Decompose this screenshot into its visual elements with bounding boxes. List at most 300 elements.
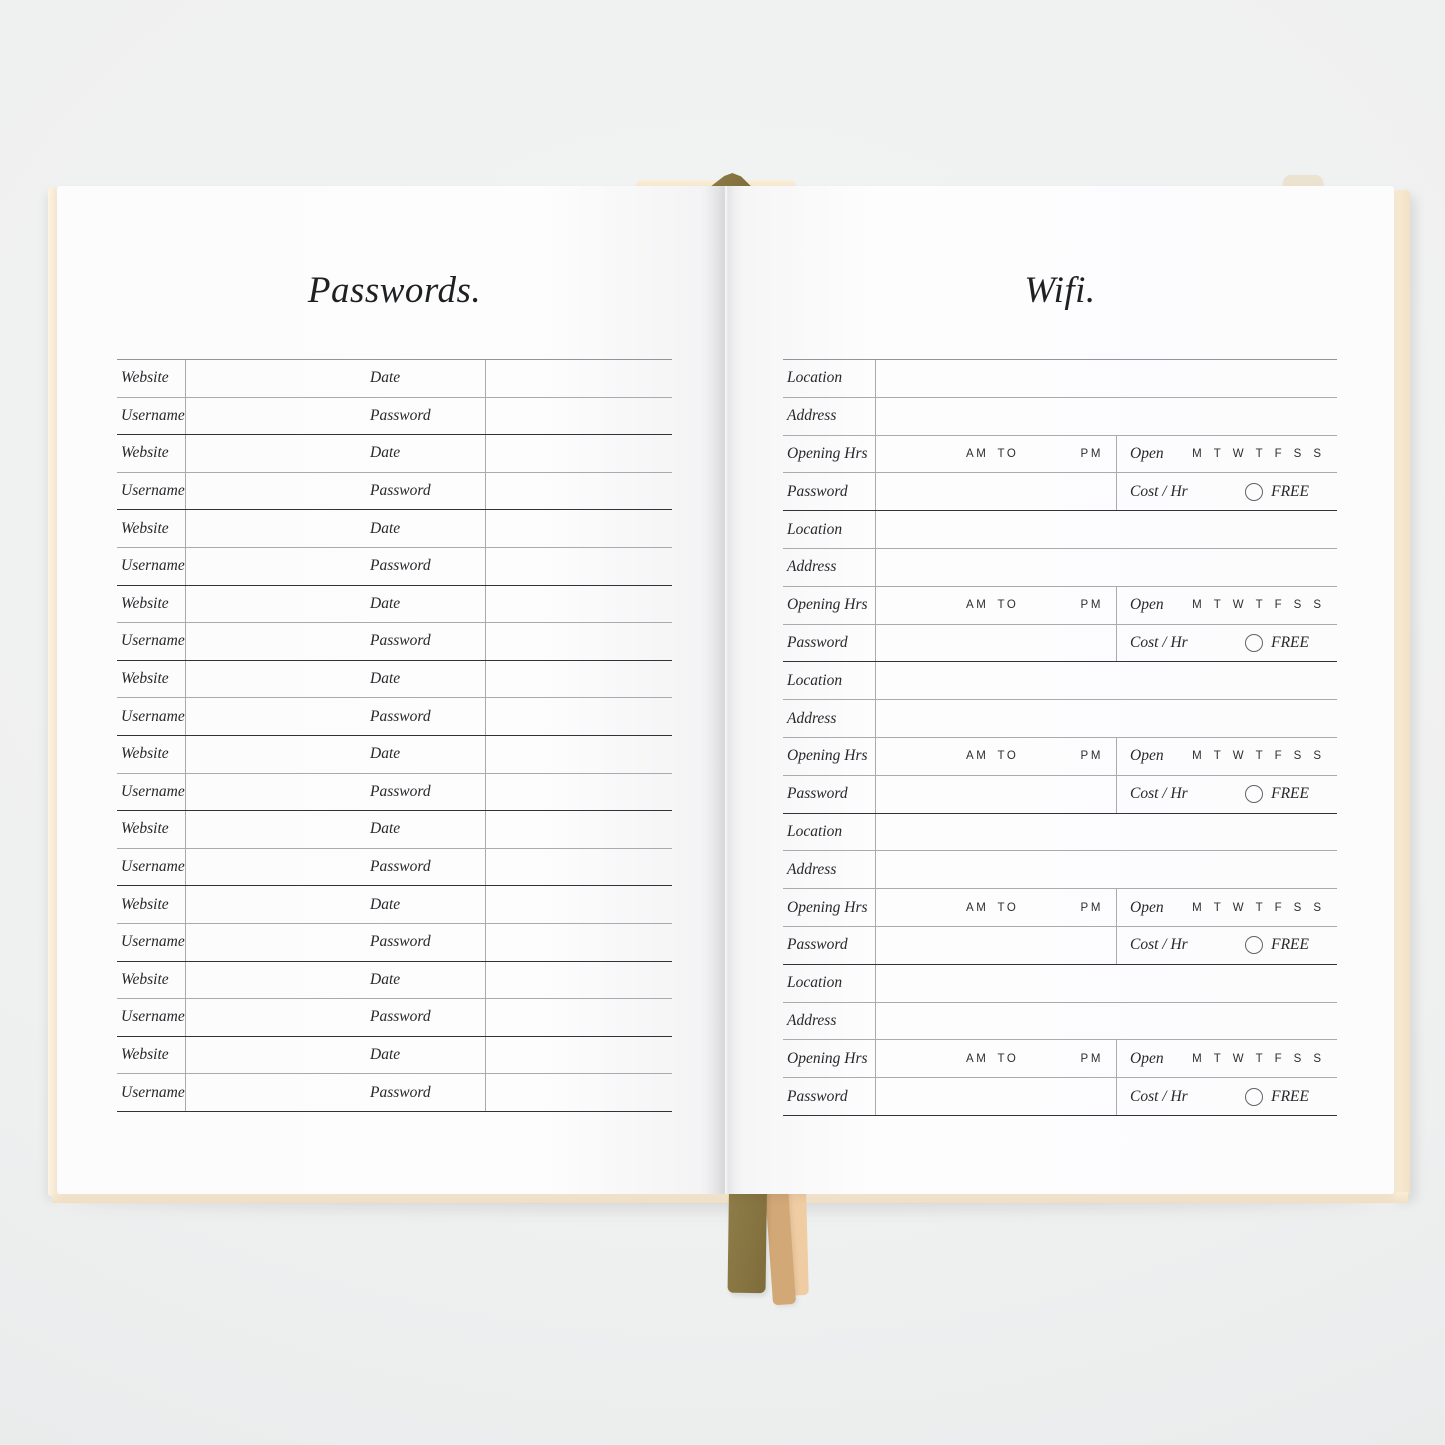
address-label: Address — [787, 860, 837, 878]
location-label-cell — [783, 511, 875, 548]
date-entry-space — [485, 510, 672, 547]
free-checkbox-circle — [1245, 634, 1263, 652]
username-label-cell — [117, 698, 185, 735]
username-entry-space — [185, 1074, 485, 1111]
address-entry-space — [875, 1003, 1337, 1040]
address-label: Address — [787, 1011, 837, 1029]
location-label-cell — [783, 965, 875, 1002]
username-label: Username — [121, 1083, 185, 1101]
password-entry-space — [485, 473, 672, 510]
open-label: Open — [1130, 444, 1164, 462]
to-label: TO — [997, 750, 1019, 763]
open-days-cell — [1116, 587, 1337, 624]
website-label-cell — [117, 1037, 185, 1074]
location-row — [783, 662, 1337, 699]
date-label: Date — [370, 745, 401, 763]
username-label: Username — [121, 406, 185, 424]
free-checkbox-circle — [1245, 936, 1263, 954]
wifi-password-label-cell — [783, 776, 875, 813]
am-to-group — [966, 1053, 1018, 1065]
passwords-page-title: Passwords. — [307, 270, 482, 311]
free-checkbox-circle — [1245, 785, 1263, 803]
password-label: Password — [370, 933, 431, 951]
date-entry-space — [485, 886, 672, 923]
password-entry-block — [117, 510, 672, 585]
pm-label: PM — [1080, 599, 1103, 612]
opening-hours-row — [783, 1039, 1337, 1077]
weekday-sunday: S — [1313, 750, 1321, 763]
open-days-cell — [1116, 1040, 1337, 1077]
website-entry-space — [185, 736, 485, 773]
wifi-password-entry-space — [875, 473, 1116, 510]
weekday-thursday: T — [1255, 750, 1263, 763]
pm-label: PM — [1080, 447, 1103, 460]
weekday-tuesday: T — [1213, 1052, 1221, 1065]
weekday-friday: F — [1274, 750, 1282, 763]
username-entry-space — [185, 398, 485, 435]
weekday-monday: M — [1192, 447, 1202, 460]
weekday-friday: F — [1274, 599, 1282, 612]
wifi-entry-block — [783, 814, 1337, 965]
opening-hrs-label-cell — [783, 889, 875, 926]
weekday-letters — [1192, 902, 1321, 914]
date-label: Date — [370, 444, 401, 462]
website-label: Website — [121, 670, 169, 688]
website-label-cell — [117, 736, 185, 773]
username-label-cell — [117, 473, 185, 510]
date-entry-space — [485, 435, 672, 472]
weekday-wednesday: W — [1232, 1052, 1244, 1065]
username-password-row — [117, 848, 672, 886]
opening-hours-entry-space — [875, 436, 1116, 473]
weekday-sunday: S — [1313, 599, 1321, 612]
address-label: Address — [787, 558, 837, 576]
address-row — [783, 397, 1337, 435]
wifi-entry-block — [783, 511, 1337, 662]
free-option-group — [1245, 634, 1309, 652]
username-password-row — [117, 1073, 672, 1111]
free-option-group — [1245, 785, 1309, 803]
opening-hrs-label-cell — [783, 587, 875, 624]
opening-hrs-label: Opening Hrs — [787, 444, 868, 462]
username-entry-space — [185, 473, 485, 510]
weekday-wednesday: W — [1232, 750, 1244, 763]
wifi-password-label: Password — [787, 633, 848, 651]
website-date-row — [117, 661, 672, 698]
location-label: Location — [787, 369, 843, 387]
open-label: Open — [1130, 898, 1164, 916]
website-label-cell — [117, 360, 185, 397]
am-to-group — [966, 599, 1018, 611]
website-label: Website — [121, 519, 169, 537]
date-label: Date — [370, 895, 401, 913]
website-label-cell — [117, 886, 185, 923]
wifi-password-label: Password — [787, 482, 848, 500]
weekday-wednesday: W — [1232, 447, 1244, 460]
password-label: Password — [370, 482, 431, 500]
cost-per-hour-cell — [1116, 776, 1337, 813]
cost-per-hour-label: Cost / Hr — [1130, 633, 1188, 651]
username-label-cell — [117, 398, 185, 435]
wifi-password-label-cell — [783, 927, 875, 964]
weekday-saturday: S — [1293, 599, 1302, 612]
weekday-friday: F — [1274, 901, 1282, 914]
password-cost-row — [783, 1077, 1337, 1115]
opening-hrs-label-cell — [783, 738, 875, 775]
wifi-entry-block — [783, 360, 1337, 511]
username-entry-space — [185, 999, 485, 1036]
wifi-page-title: Wifi. — [1024, 270, 1096, 311]
password-cost-row — [783, 472, 1337, 510]
free-option-group — [1245, 1088, 1309, 1106]
website-label: Website — [121, 1045, 169, 1063]
website-entry-space — [185, 661, 485, 698]
pm-label: PM — [1080, 1052, 1103, 1065]
opening-hours-row — [783, 737, 1337, 775]
opening-hours-row — [783, 435, 1337, 473]
location-entry-space — [875, 965, 1337, 1002]
date-label: Date — [370, 970, 401, 988]
location-label-cell — [783, 662, 875, 699]
bookmark-ribbon-olive — [728, 1188, 767, 1294]
location-label-cell — [783, 814, 875, 851]
date-label: Date — [370, 594, 401, 612]
username-label-cell — [117, 999, 185, 1036]
website-label: Website — [121, 895, 169, 913]
weekday-tuesday: T — [1213, 447, 1221, 460]
address-entry-space — [875, 549, 1337, 586]
website-date-row — [117, 510, 672, 547]
location-entry-space — [875, 814, 1337, 851]
wifi-password-label-cell — [783, 625, 875, 662]
password-entry-space — [485, 849, 672, 886]
password-entry-block — [117, 886, 672, 961]
website-date-row — [117, 886, 672, 923]
date-entry-space — [485, 736, 672, 773]
password-cost-row — [783, 624, 1337, 662]
wifi-password-entry-space — [875, 1078, 1116, 1115]
free-label: FREE — [1271, 785, 1309, 803]
open-label: Open — [1130, 596, 1164, 614]
username-entry-space — [185, 698, 485, 735]
website-date-row — [117, 811, 672, 848]
opening-hrs-label: Opening Hrs — [787, 596, 868, 614]
location-label-cell — [783, 360, 875, 397]
password-entry-space — [485, 1074, 672, 1111]
username-label: Username — [121, 782, 185, 800]
address-label-cell — [783, 549, 875, 586]
location-row — [783, 965, 1337, 1002]
weekday-wednesday: W — [1232, 901, 1244, 914]
weekday-letters — [1192, 750, 1321, 762]
username-password-row — [117, 547, 672, 585]
weekday-monday: M — [1192, 901, 1202, 914]
weekday-friday: F — [1274, 447, 1282, 460]
open-days-cell — [1116, 738, 1337, 775]
password-entry-block — [117, 962, 672, 1037]
free-label: FREE — [1271, 1087, 1309, 1105]
date-label: Date — [370, 519, 401, 537]
opening-hrs-label: Opening Hrs — [787, 898, 868, 916]
location-entry-space — [875, 360, 1337, 397]
website-label-cell — [117, 435, 185, 472]
password-label: Password — [370, 782, 431, 800]
address-row — [783, 850, 1337, 888]
date-entry-space — [485, 1037, 672, 1074]
password-entry-space — [485, 623, 672, 660]
am-label: AM — [966, 750, 989, 763]
username-label-cell — [117, 774, 185, 811]
password-entry-block — [117, 661, 672, 736]
opening-hrs-label: Opening Hrs — [787, 1049, 868, 1067]
website-label-cell — [117, 661, 185, 698]
weekday-sunday: S — [1313, 1052, 1321, 1065]
username-label: Username — [121, 482, 185, 500]
website-date-row — [117, 962, 672, 999]
website-entry-space — [185, 811, 485, 848]
website-label: Website — [121, 970, 169, 988]
username-password-row — [117, 773, 672, 811]
location-row — [783, 511, 1337, 548]
location-row — [783, 814, 1337, 851]
cost-per-hour-label: Cost / Hr — [1130, 482, 1188, 500]
am-to-group — [966, 750, 1018, 762]
opening-hours-entry-space — [875, 1040, 1116, 1077]
website-label-cell — [117, 586, 185, 623]
website-entry-space — [185, 886, 485, 923]
am-label: AM — [966, 599, 989, 612]
website-date-row — [117, 435, 672, 472]
pm-label: PM — [1080, 901, 1103, 914]
open-days-cell — [1116, 889, 1337, 926]
password-entry-space — [485, 548, 672, 585]
password-cost-row — [783, 926, 1337, 964]
address-entry-space — [875, 398, 1337, 435]
address-entry-space — [875, 700, 1337, 737]
address-entry-space — [875, 851, 1337, 888]
website-label: Website — [121, 820, 169, 838]
pm-label: PM — [1080, 750, 1103, 763]
open-label: Open — [1130, 747, 1164, 765]
weekday-thursday: T — [1255, 447, 1263, 460]
password-label: Password — [370, 406, 431, 424]
opening-hours-entry-space — [875, 738, 1116, 775]
address-label: Address — [787, 407, 837, 425]
website-label-cell — [117, 962, 185, 999]
address-label-cell — [783, 700, 875, 737]
cost-per-hour-cell — [1116, 625, 1337, 662]
address-row — [783, 548, 1337, 586]
date-entry-space — [485, 586, 672, 623]
passwords-table — [117, 359, 672, 1112]
website-label: Website — [121, 594, 169, 612]
username-label: Username — [121, 858, 185, 876]
username-label: Username — [121, 1008, 185, 1026]
password-entry-space — [485, 999, 672, 1036]
username-entry-space — [185, 849, 485, 886]
wifi-password-label-cell — [783, 1078, 875, 1115]
to-label: TO — [997, 599, 1019, 612]
address-label: Address — [787, 709, 837, 727]
to-label: TO — [997, 901, 1019, 914]
weekday-tuesday: T — [1213, 599, 1221, 612]
username-entry-space — [185, 548, 485, 585]
date-entry-space — [485, 661, 672, 698]
website-label: Website — [121, 369, 169, 387]
date-entry-space — [485, 962, 672, 999]
wifi-password-label-cell — [783, 473, 875, 510]
wifi-entry-block — [783, 662, 1337, 813]
location-row — [783, 360, 1337, 397]
wifi-password-label: Password — [787, 936, 848, 954]
username-password-row — [117, 622, 672, 660]
opening-hours-row — [783, 586, 1337, 624]
date-label: Date — [370, 369, 401, 387]
username-entry-space — [185, 924, 485, 961]
free-option-group — [1245, 483, 1309, 501]
wifi-password-label: Password — [787, 1087, 848, 1105]
website-label: Website — [121, 745, 169, 763]
password-label: Password — [370, 1008, 431, 1026]
opening-hours-entry-space — [875, 889, 1116, 926]
open-label: Open — [1130, 1049, 1164, 1067]
password-entry-space — [485, 774, 672, 811]
password-entry-space — [485, 698, 672, 735]
free-option-group — [1245, 936, 1309, 954]
date-label: Date — [370, 1045, 401, 1063]
opening-hours-row — [783, 888, 1337, 926]
website-date-row — [117, 736, 672, 773]
to-label: TO — [997, 1052, 1019, 1065]
wifi-table — [783, 359, 1337, 1116]
username-label: Username — [121, 933, 185, 951]
weekday-monday: M — [1192, 1052, 1202, 1065]
date-label: Date — [370, 670, 401, 688]
weekday-letters — [1192, 599, 1321, 611]
password-entry-block — [117, 1037, 672, 1112]
weekday-letters — [1192, 1053, 1321, 1065]
cost-per-hour-label: Cost / Hr — [1130, 936, 1188, 954]
cost-per-hour-cell — [1116, 473, 1337, 510]
website-entry-space — [185, 360, 485, 397]
am-label: AM — [966, 447, 989, 460]
am-label: AM — [966, 1052, 989, 1065]
free-checkbox-circle — [1245, 483, 1263, 501]
website-date-row — [117, 1037, 672, 1074]
username-label: Username — [121, 557, 185, 575]
weekday-sunday: S — [1313, 901, 1321, 914]
weekday-thursday: T — [1255, 599, 1263, 612]
password-label: Password — [370, 557, 431, 575]
wifi-password-label: Password — [787, 785, 848, 803]
username-label-cell — [117, 623, 185, 660]
weekday-thursday: T — [1255, 1052, 1263, 1065]
password-entry-space — [485, 398, 672, 435]
cost-per-hour-label: Cost / Hr — [1130, 785, 1188, 803]
password-label: Password — [370, 858, 431, 876]
weekday-saturday: S — [1293, 750, 1302, 763]
password-entry-block — [117, 736, 672, 811]
password-entry-block — [117, 811, 672, 886]
address-label-cell — [783, 398, 875, 435]
weekday-saturday: S — [1293, 901, 1302, 914]
weekday-saturday: S — [1293, 447, 1302, 460]
date-entry-space — [485, 360, 672, 397]
am-label: AM — [966, 901, 989, 914]
username-password-row — [117, 998, 672, 1036]
username-entry-space — [185, 623, 485, 660]
page-stack-right-edge — [1392, 190, 1410, 1196]
username-entry-space — [185, 774, 485, 811]
opening-hrs-label-cell — [783, 436, 875, 473]
cost-per-hour-cell — [1116, 927, 1337, 964]
username-password-row — [117, 923, 672, 961]
weekday-thursday: T — [1255, 901, 1263, 914]
username-password-row — [117, 397, 672, 435]
website-entry-space — [185, 510, 485, 547]
location-label: Location — [787, 671, 843, 689]
weekday-sunday: S — [1313, 447, 1321, 460]
website-label-cell — [117, 510, 185, 547]
password-entry-block — [117, 435, 672, 510]
username-label-cell — [117, 1074, 185, 1111]
cost-per-hour-cell — [1116, 1078, 1337, 1115]
website-label-cell — [117, 811, 185, 848]
wifi-password-entry-space — [875, 776, 1116, 813]
password-entry-block — [117, 360, 672, 435]
location-entry-space — [875, 662, 1337, 699]
address-row — [783, 699, 1337, 737]
username-label-cell — [117, 924, 185, 961]
free-checkbox-circle — [1245, 1088, 1263, 1106]
password-cost-row — [783, 775, 1337, 813]
weekday-tuesday: T — [1213, 901, 1221, 914]
username-label: Username — [121, 632, 185, 650]
website-date-row — [117, 360, 672, 397]
location-label: Location — [787, 520, 843, 538]
wifi-password-entry-space — [875, 625, 1116, 662]
password-entry-block — [117, 586, 672, 661]
wifi-entry-block — [783, 965, 1337, 1116]
opening-hrs-label: Opening Hrs — [787, 747, 868, 765]
location-entry-space — [875, 511, 1337, 548]
weekday-monday: M — [1192, 750, 1202, 763]
free-label: FREE — [1271, 482, 1309, 500]
address-label-cell — [783, 1003, 875, 1040]
username-label-cell — [117, 548, 185, 585]
weekday-saturday: S — [1293, 1052, 1302, 1065]
username-label: Username — [121, 707, 185, 725]
am-to-group — [966, 448, 1018, 460]
website-date-row — [117, 586, 672, 623]
opening-hrs-label-cell — [783, 1040, 875, 1077]
weekday-monday: M — [1192, 599, 1202, 612]
website-entry-space — [185, 586, 485, 623]
to-label: TO — [997, 447, 1019, 460]
password-label: Password — [370, 1083, 431, 1101]
username-label-cell — [117, 849, 185, 886]
date-label: Date — [370, 820, 401, 838]
address-row — [783, 1002, 1337, 1040]
location-label: Location — [787, 974, 843, 992]
weekday-letters — [1192, 448, 1321, 460]
website-label: Website — [121, 444, 169, 462]
free-label: FREE — [1271, 633, 1309, 651]
website-entry-space — [185, 962, 485, 999]
cost-per-hour-label: Cost / Hr — [1130, 1087, 1188, 1105]
password-entry-space — [485, 924, 672, 961]
date-entry-space — [485, 811, 672, 848]
